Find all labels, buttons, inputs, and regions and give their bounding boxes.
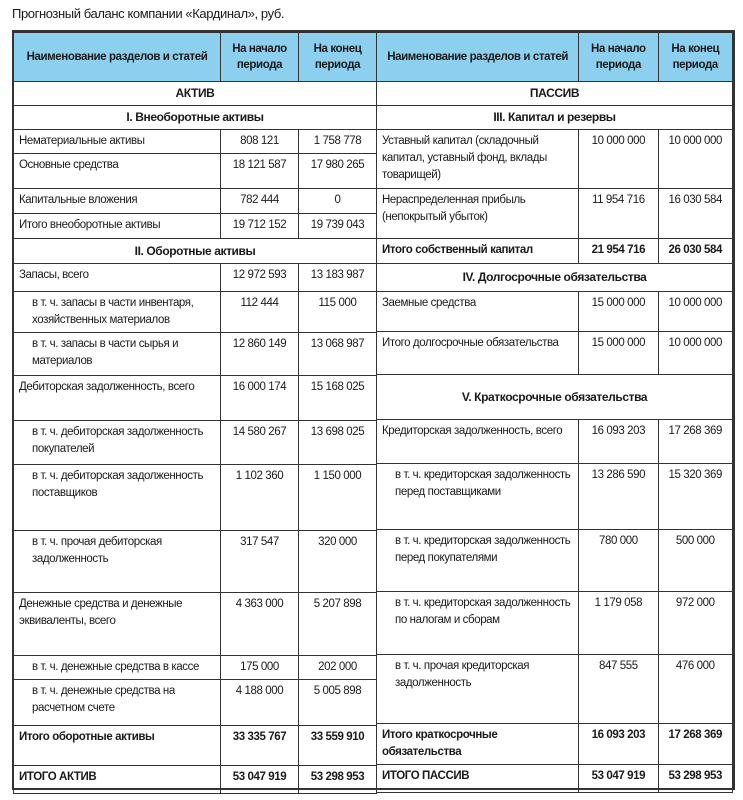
total-row [377,724,733,765]
row-label: ИТОГО АКТИВ [14,766,221,794]
row-label: в т. ч. денежные средства в кассе [14,656,221,680]
row-label: в т. ч. дебиторская задолженность поставщиков [14,465,221,531]
section-title: V. Краткосрочные обязательства [377,375,733,420]
value-end: 13 698 025 [299,421,377,465]
value-start: 14 580 267 [221,421,299,465]
value-end: 15 320 369 [658,464,732,530]
section-title: I. Внеоборотные активы [14,106,377,130]
value-start: 10 000 000 [579,130,658,189]
row-label: Уставный капитал (складочный капитал, уставный фонд, вклады товарищей) [377,130,579,189]
table-row [14,189,377,214]
table-row [14,292,377,333]
table-row [14,465,377,531]
value-start: 16 093 203 [579,420,658,464]
column-header-start: На начало периода [221,33,299,82]
value-start: 19 712 152 [221,214,299,239]
section-row [14,106,377,130]
value-end: 202 000 [299,656,377,680]
row-label: Дебиторская задолженность, всего [14,376,221,421]
table-row [377,420,733,464]
value-start: 4 363 000 [221,593,299,656]
section-row [14,82,377,106]
section-row [377,375,733,420]
value-end: 17 268 369 [658,420,732,464]
row-label: в т. ч. кредиторская задолженность по налогам и сборам [377,592,579,655]
value-end: 972 000 [658,592,732,655]
value-end: 0 [299,189,377,214]
value-start: 53 047 919 [579,765,658,793]
value-end: 53 298 953 [299,766,377,794]
section-row [377,82,733,106]
table-row [14,130,377,154]
value-start: 847 555 [579,655,658,724]
value-start: 4 188 000 [221,680,299,726]
table-row [14,376,377,421]
row-label: в т. ч. прочая кредиторская задолженность [377,655,579,724]
row-label: Запасы, всего [14,264,221,292]
value-start: 317 547 [221,531,299,593]
value-end: 500 000 [658,530,732,592]
row-label: в т. ч. денежные средства на расчетном счете [14,680,221,726]
value-start: 782 444 [221,189,299,214]
value-start: 18 121 587 [221,154,299,189]
table-row [14,264,377,292]
table-row [14,656,377,680]
row-label: Заемные средства [377,292,579,332]
value-end: 13 068 987 [299,333,377,376]
section-title: IV. Долгосрочные обязательства [377,264,733,292]
table-row [377,189,733,239]
liabilities-table [376,32,733,793]
value-end: 17 268 369 [658,724,732,765]
value-end: 115 000 [299,292,377,333]
column-header-name: Наименование разделов и статей [377,33,579,82]
row-label: Итого внеоборотные активы [14,214,221,239]
value-start: 780 000 [579,530,658,592]
value-start: 13 286 590 [579,464,658,530]
table-row [14,680,377,726]
value-end: 5 207 898 [299,593,377,656]
section-row [14,239,377,264]
total-row [14,766,377,794]
table-row [377,530,733,592]
header-row [14,33,377,82]
section-title: III. Капитал и резервы [377,106,733,130]
row-label: ИТОГО ПАССИВ [377,765,579,793]
value-end: 10 000 000 [658,292,732,332]
table-row [377,464,733,530]
value-end: 10 000 000 [658,130,732,189]
balance-table [12,30,735,790]
table-row [377,592,733,655]
value-end: 15 168 025 [299,376,377,421]
row-label: в т. ч. кредиторская задолженность перед поставщиками [377,464,579,530]
table-row [377,292,733,332]
row-label: в т. ч. дебиторская задолженность покупателей [14,421,221,465]
value-end: 320 000 [299,531,377,593]
value-start: 15 000 000 [579,332,658,375]
table-row [377,130,733,189]
value-start: 21 954 716 [579,239,658,264]
row-label: Нераспределенная прибыль (непокрытый убыток) [377,189,579,239]
value-start: 16 000 174 [221,376,299,421]
section-row [377,106,733,130]
value-start: 53 047 919 [221,766,299,794]
column-header-name: Наименование разделов и статей [14,33,221,82]
table-row [377,332,733,375]
row-label: Кредиторская задолженность, всего [377,420,579,464]
value-start: 12 860 149 [221,333,299,376]
section-title: АКТИВ [14,82,377,106]
row-label: Основные средства [14,154,221,189]
value-end: 26 030 584 [658,239,732,264]
value-start: 12 972 593 [221,264,299,292]
row-label: Итого долгосрочные обязательства [377,332,579,375]
row-label: Денежные средства и денежные эквиваленты, всего [14,593,221,656]
row-label: в т. ч. запасы в части инвентаря, хозяйственных материалов [14,292,221,333]
value-start: 15 000 000 [579,292,658,332]
row-label: Капитальные вложения [14,189,221,214]
table-row [14,421,377,465]
section-row [377,264,733,292]
value-end: 13 183 987 [299,264,377,292]
value-end: 10 000 000 [658,332,732,375]
value-start: 11 954 716 [579,189,658,239]
table-row [14,531,377,593]
table-row [14,333,377,376]
row-label: Итого собственный капитал [377,239,579,264]
total-row [377,239,733,264]
assets-table [13,32,377,794]
value-end: 19 739 043 [299,214,377,239]
table-row [14,154,377,189]
table-caption: Прогнозный баланс компании «Кардинал», руб. [12,6,285,21]
value-start: 175 000 [221,656,299,680]
value-start: 1 179 058 [579,592,658,655]
table-row [14,593,377,656]
value-end: 16 030 584 [658,189,732,239]
value-end: 33 559 910 [299,726,377,766]
header-row [377,33,733,82]
value-start: 16 093 203 [579,724,658,765]
value-start: 1 102 360 [221,465,299,531]
value-end: 53 298 953 [658,765,732,793]
value-end: 1 150 000 [299,465,377,531]
value-start: 112 444 [221,292,299,333]
row-label: в т. ч. запасы в части сырья и материалов [14,333,221,376]
column-header-start: На начало периода [579,33,658,82]
column-header-end: На конец периода [299,33,377,82]
section-title: II. Оборотные активы [14,239,377,264]
table-row [14,214,377,239]
row-label: в т. ч. кредиторская задолженность перед покупателями [377,530,579,592]
value-end: 476 000 [658,655,732,724]
row-label: Итого оборотные активы [14,726,221,766]
column-header-end: На конец периода [658,33,732,82]
row-label: в т. ч. прочая дебиторская задолженность [14,531,221,593]
total-row [14,726,377,766]
table-row [377,655,733,724]
value-start: 33 335 767 [221,726,299,766]
value-end: 1 758 778 [299,130,377,154]
row-label: Итого краткосрочные обязательства [377,724,579,765]
section-title: ПАССИВ [377,82,733,106]
value-start: 808 121 [221,130,299,154]
total-row [377,765,733,793]
value-end: 5 005 898 [299,680,377,726]
row-label: Нематериальные активы [14,130,221,154]
value-end: 17 980 265 [299,154,377,189]
